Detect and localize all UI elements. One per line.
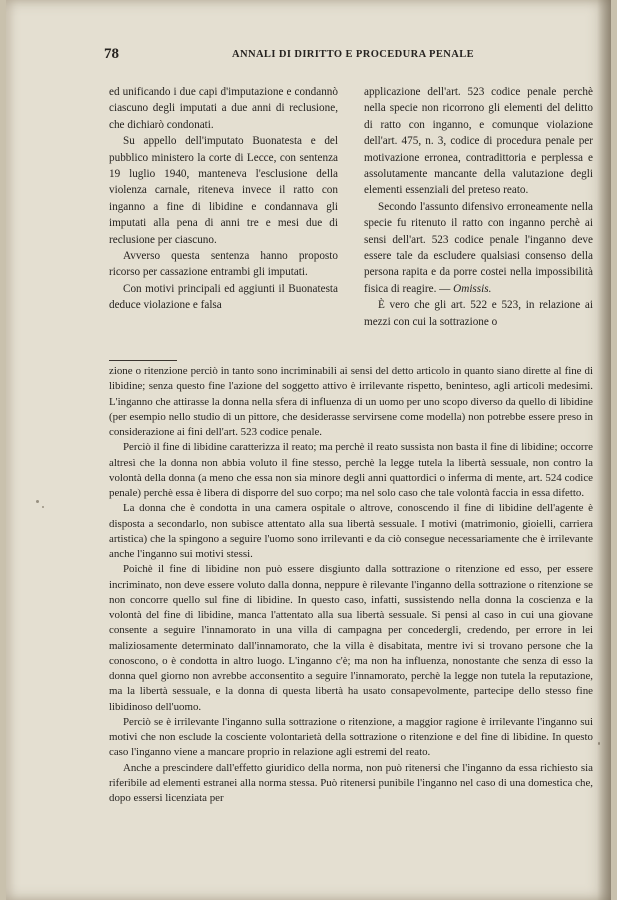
paper-speck <box>42 506 44 508</box>
paper-speck <box>598 742 600 745</box>
body-paragraph: Poichè il fine di libidine non può essere disgiunto dalla sottrazione o ritenzione ed esso, per essere incriminato, non deve essere voluto dalla donna, neppure è rilevante l'inganno della sottrazione o ritenzione se non concorre quello sul fine di libidine. In questo caso, infatti, sussistendo nella donna la coscienza e la volontà del fine di libidine, manca l'attentato alla sua libertà sessuale. Si pensi al caso in cui una giovane consente a seguire l'innamorato in una villa di campagna per concedergli, credendo, per errore in lei maliziosamente determinato dall'innamorato, che la villa è disabitata, mentre ivi si trovano persone che la conoscono, o è condotta in altro luogo. L'inganno c'è; ma non ha influenza, nonostante che senza di esso la donna quel giorno non avrebbe acconsentito a seguire l'innamorato, perchè la legge non tutela la reputazione, ma la libertà sessuale, e la donna di questa libertà ha usato consapevolmente, partecipe dello stesso fine libidinoso dell'uomo. <box>109 563 593 713</box>
paper-speck <box>36 500 39 503</box>
running-head: ANNALI DI DIRITTO E PROCEDURA PENALE <box>232 49 475 60</box>
page-header <box>104 46 594 62</box>
full-width-text <box>109 364 593 806</box>
body-paragraph: zione o ritenzione perciò in tanto sono incriminabili ai sensi del detto articolo in quanto siano dirette al fine di libidine; senza questo fine l'azione del soggetto attivo è irrilevante rispetto, beninteso, agli articoli medesimi. L'inganno che attirasse la donna nella sfera di influenza di un uomo per uno scopo diverso da quello di libidine (per esempio nello studio di un pittore, che desiderasse servirsene come modella) non potrebbe essere preso in considerazione ai fini dell'art. 523 codice penale. <box>109 365 593 438</box>
separator-rule <box>109 360 177 361</box>
left-paragraph: ed unificando i due capi d'imputazione e condannò ciascuno degli imputati a due anni di reclusione, che dichiarò condonati. <box>109 86 338 131</box>
right-paragraph: applicazione dell'art. 523 codice penale perchè nella specie non ricorrono gli elementi del delitto di ratto con inganno, e comunque violazione dell'art. 475, n. 3, codice di procedura penale per motivazione erronea, contradittoria e perplessa e assolutamente mancante della valutazione degli elementi essenziali del preteso reato. <box>364 86 593 197</box>
body-paragraph: La donna che è condotta in una camera ospitale o altrove, conoscendo il fine di libidine dell'agente è disposta a secondarlo, non subisce attentato alla sua libertà sessuale. I motivi (matrimonio, gioielli, carriera artistica) che la spingono a seguire l'uomo sono irrilevanti e da ciò consegue necessariamente che è irrilevante anche l'inganno sui motivi stessi. <box>109 502 593 560</box>
left-column <box>109 84 338 314</box>
right-paragraph <box>364 199 593 297</box>
left-paragraph: Con motivi principali ed aggiunti il Buonatesta deduce violazione e falsa <box>109 282 338 312</box>
book-page <box>6 0 611 900</box>
omissis-marker: Omissis. <box>453 282 492 295</box>
body-paragraph: Perciò il fine di libidine caratterizza il reato; ma perchè il reato sussista non basta il fine di libidine; occorre altresì che la donna non abbia voluto il fine stesso, perchè la legge tutela la libertà sessuale, non contro la volontà della donna (a meno che essa non sia minore degli anni quattordici o inferma di mente, art. 524 codice penale) perchè essa è libera di disporre del suo corpo; ma nel solo caso che tale volontà faccia in essa difetto. <box>109 441 593 499</box>
right-column <box>364 84 593 330</box>
page-gutter-shadow <box>597 0 611 900</box>
body-paragraph: Anche a prescindere dall'effetto giuridico della norma, non può ritenersi che l'inganno da essa richiesto sia riferibile ad elementi estranei alla norma stessa. Può ritenersi punibile l'inganno nel caso di una domestica che, dopo essersi licenziata per <box>109 761 593 804</box>
page-number: 78 <box>104 46 119 62</box>
body-paragraph: Perciò se è irrilevante l'inganno sulla sottrazione o ritenzione, a maggior ragione è irrilevante l'inganno sui motivi che non esclude la cosciente volontarietà della sottrazione o ritenzione e del fine di libidine. In questo caso l'inganno viene a mancare proprio in relazione agli estremi del reato. <box>109 715 593 759</box>
right-paragraph: È vero che gli art. 522 e 523, in relazione ai mezzi con cui la sottrazione o <box>364 299 593 328</box>
left-paragraph: Avverso questa sentenza hanno proposto ricorso per cassazione entrambi gli imputati. <box>109 250 338 279</box>
right-paragraph-text: Secondo l'assunto difensivo erroneamente nella specie fu ritenuto il ratto con inganno perchè ai sensi dell'art. 523 codice penale l'inganno deve essere tale da escludere qualsiasi consenso della persona rapita e da porre costei nella impossibilità fisica di reagire. — <box>364 200 593 295</box>
left-paragraph: Su appello dell'imputato Buonatesta e del pubblico ministero la corte di Lecce, con sentenza 19 luglio 1940, manteneva l'esclusione della violenza carnale, riteneva invece il ratto con inganno a fine di libidine e condannava gli imputati alla pena di anni tre e mesi due di reclusione per ciascuno. <box>109 135 338 246</box>
